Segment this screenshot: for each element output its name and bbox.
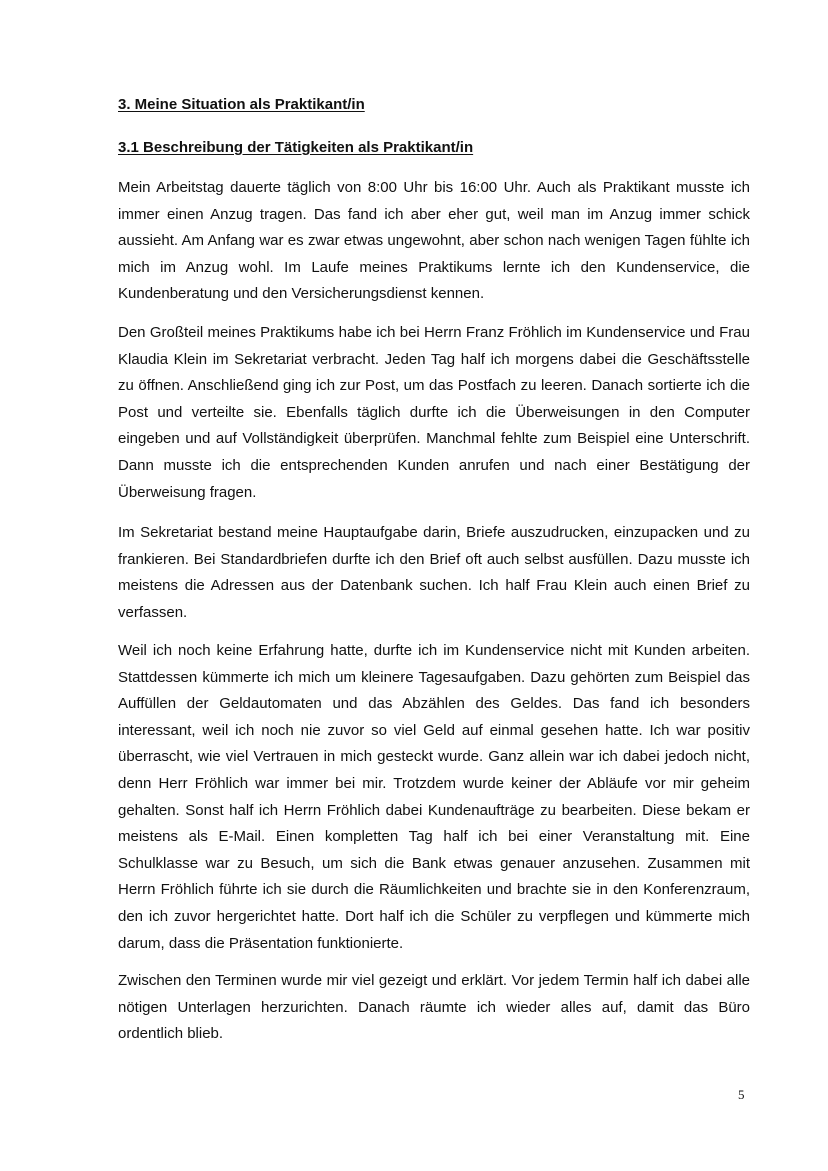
body-paragraph: Weil ich noch keine Erfahrung hatte, durfte ich im Kundenservice nicht mit Kunden arbeiten. Stattdessen kümmerte ich mich um kleinere Tagesaufgaben. Dazu gehörten zum Beispiel das Auffüllen der Geldautomaten und das Abzählen des Geldes. Das fand ich besonders interessant, weil ich noch nie zuvor so viel Geld auf einmal gesehen hatte. Ich war positiv überrascht, wie viel Vertrauen in mich gesteckt wurde. Ganz allein war ich dabei jedoch nicht, denn Herr Fröhlich war immer bei mir. Trotzdem wurde keiner der Abläufe vor mir geheim gehalten. Sonst half ich Herrn Fröhlich dabei Kundenaufträge zu bearbeiten. Diese bekam er meistens als E-Mail. Einen kompletten Tag half ich bei einer Veranstaltung mit. Eine Schulklasse war zu Besuch, um sich die Bank etwas genauer anzusehen. Zusammen mit Herrn Fröhlich führte ich sie durch die Räumlichkeiten und brachte sie in den Konferenzraum, den ich zuvor hergerichtet hatte. Dort half ich die Schüler zu verpflegen und kümmerte mich darum, dass die Präsentation funktionierte. (118, 642, 750, 952)
body-paragraph: Mein Arbeitstag dauerte täglich von 8:00 Uhr bis 16:00 Uhr. Auch als Praktikant musste ich immer einen Anzug tragen. Das fand ich aber eher gut, weil man im Anzug immer schick aussieht. Am Anfang war es zwar etwas ungewohnt, aber schon nach wenigen Tagen fühlte ich mich im Anzug wohl. Im Laufe meines Praktikums lernte ich den Kundenservice, die Kundenberatung und den Versicherungsdienst kennen. (118, 179, 750, 303)
subsection-heading: 3.1 Beschreibung der Tätigkeiten als Praktikant/in (118, 139, 474, 156)
body-paragraph: Im Sekretariat bestand meine Hauptaufgabe darin, Briefe auszudrucken, einzupacken und zu frankieren. Bei Standardbriefen durfte ich den Brief oft auch selbst ausfüllen. Dazu musste ich meistens die Adressen aus der Datenbank suchen. Ich half Frau Klein auch einen Brief zu verfassen. (118, 524, 750, 621)
body-paragraph: Zwischen den Terminen wurde mir viel gezeigt und erklärt. Vor jedem Termin half ich dabei alle nötigen Unterlagen herzurichten. Danach räumte ich wieder alles auf, damit das Büro ordentlich blieb. (118, 972, 750, 1043)
section-heading: 3. Meine Situation als Praktikant/in (118, 96, 365, 113)
page-number: 5 (738, 1087, 745, 1102)
body-paragraph: Den Großteil meines Praktikums habe ich bei Herrn Franz Fröhlich im Kundenservice und Frau Klaudia Klein im Sekretariat verbracht. Jeden Tag half ich morgens dabei die Geschäftsstelle zu öffnen. Anschließend ging ich zur Post, um das Postfach zu leeren. Danach sortierte ich die Post und verteilte sie. Ebenfalls täglich durfte ich die Überweisungen in den Computer eingeben und auf Vollständigkeit überprüfen. Manchmal fehlte zum Beispiel eine Unterschrift. Dann musste ich die entsprechenden Kunden anrufen und nach einer Bestätigung der Überweisung fragen. (118, 324, 750, 501)
